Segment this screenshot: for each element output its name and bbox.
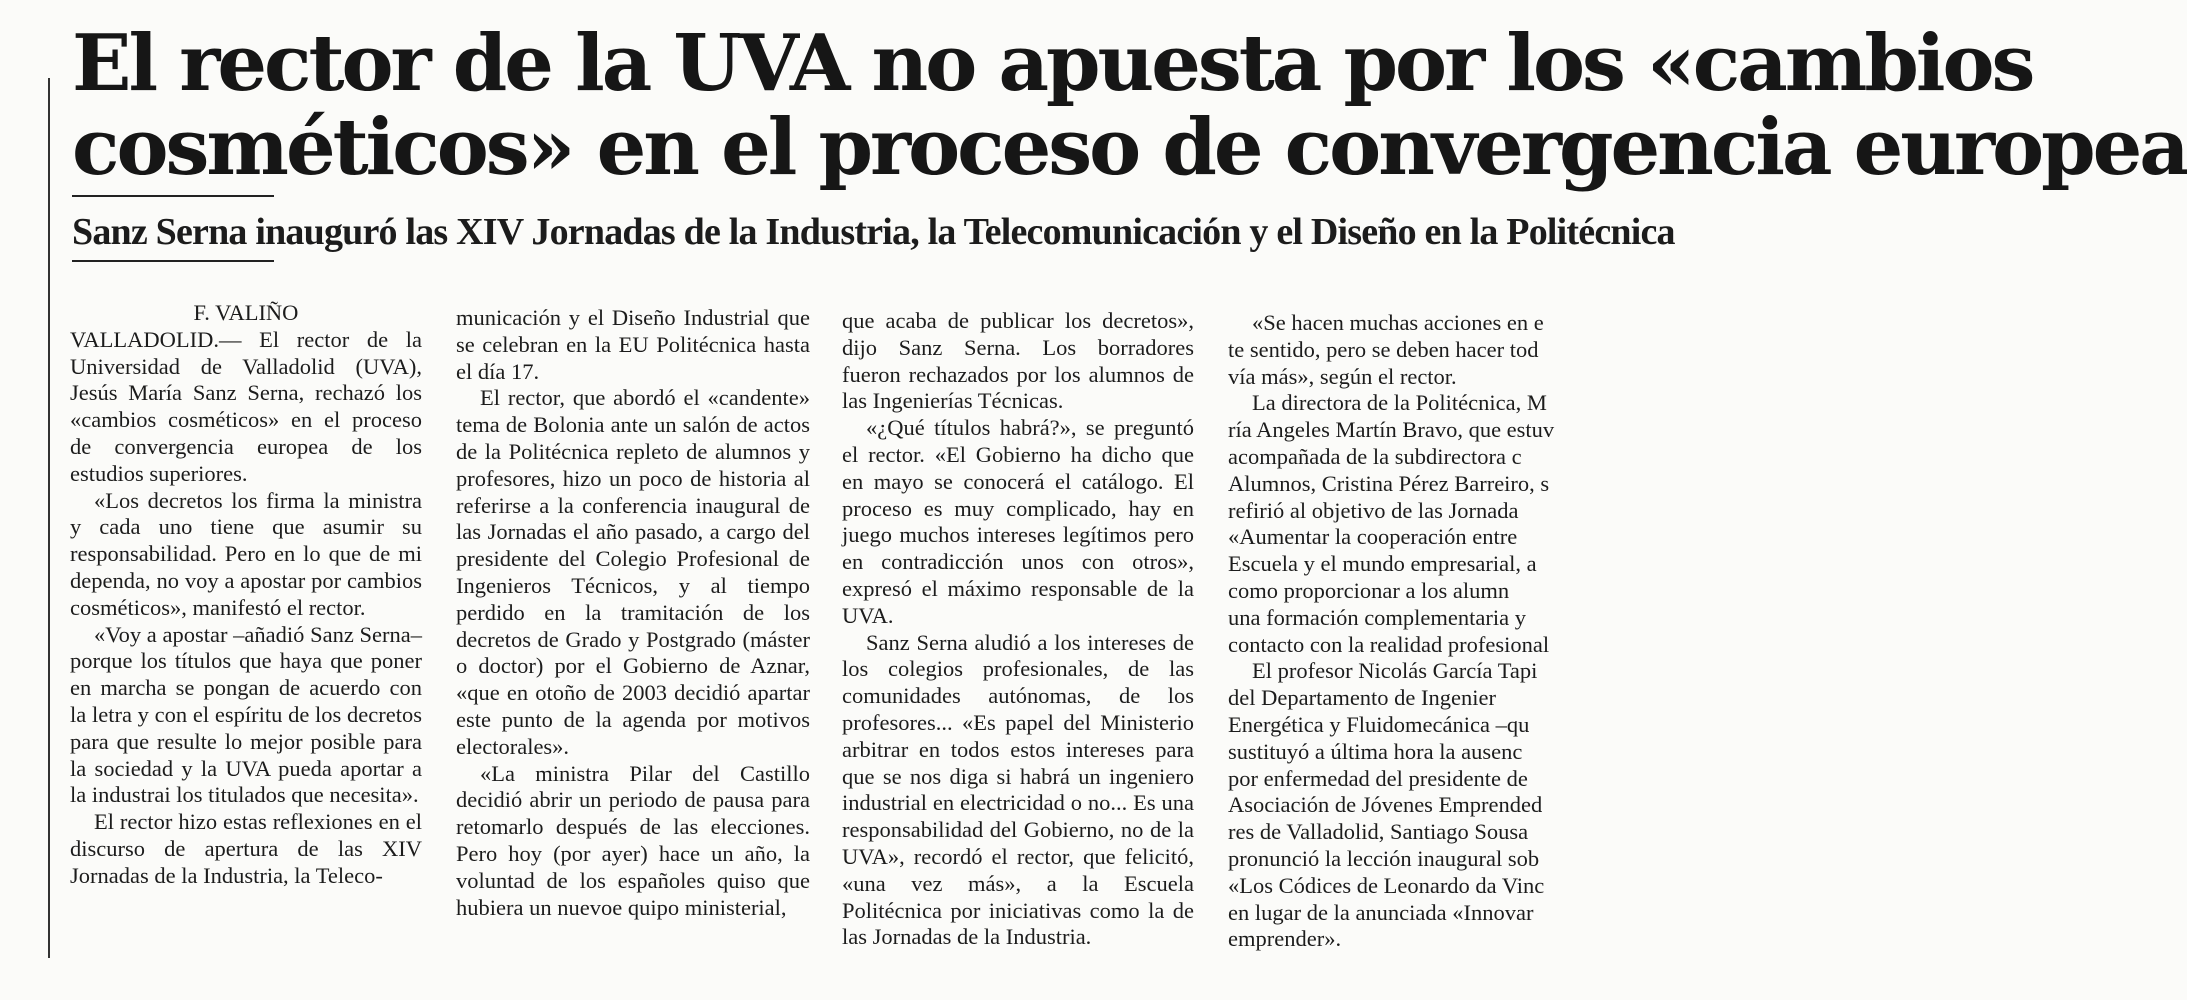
headline [72, 18, 2187, 193]
article-column-4 [1228, 310, 1653, 953]
headline-line-1: El rector de la UVA no apuesta por los «cambios [72, 18, 2033, 109]
text-line: acompañada de la subdirectora c [1228, 443, 1522, 469]
text-line: ría Angeles Martín Bravo, que estuv [1228, 417, 1555, 443]
text-line: «Se hacen muchas acciones en e [1252, 310, 1544, 335]
text-line: sustituyó a última hora la ausenc [1228, 738, 1523, 764]
subheadline-divider [72, 260, 274, 262]
paragraph: El rector hizo estas reflexiones en el discurso de apertura de las XIV Jornadas de la Industria, la Teleco- [70, 809, 422, 888]
paragraph: VALLADOLID.— El rector de la Universidad de Valladolid (UVA), Jesús María Sanz Serna, rechazó los «cambios cosméticos» en el proceso de convergencia europea de los estudios superiores. [70, 326, 422, 486]
paragraph: «La ministra Pilar del Castillo decidió abrir un periodo de pausa para retomarlo después de las elecciones. Pero hoy (por ayer) hace un año, la voluntad de los españoles quiso que hubiera un nuevoe quipo ministerial, [456, 760, 810, 920]
paragraph: «Los decretos los firma la ministra y cada uno tiene que asumir su responsabilidad. Pero en lo que de mi dependa, no voy a apostar por cambios cosméticos», manifestó el rector. [70, 487, 422, 620]
left-column-rule [48, 78, 50, 958]
text-line: res de Valladolid, Santiago Sousa [1228, 819, 1529, 845]
text-line: contacto con la realidad profesional [1228, 631, 1550, 657]
text-line: «Aumentar la cooperación entre [1228, 524, 1518, 550]
byline: F. VALIÑO [193, 300, 299, 325]
headline-line-2: cosméticos» en el proceso de convergencia europea [72, 102, 2187, 193]
text-line: en lugar de la anunciada «Innovar [1228, 899, 1534, 925]
text-line: te sentido, pero se deben hacer tod [1228, 336, 1539, 362]
paragraph: Sanz Serna aludió a los intereses de los colegios profesionales, de las comunidades autónomas, de los profesores... «Es papel del Ministerio arbitrar en todos estos intereses para que se nos diga si habrá un ingeniero industrial en electricidad o no... Es una responsabilidad del Gobierno, no de la UVA», recordó el rector, que felicitó, «una vez más», a la Escuela Politécnica por iniciativas como la de las Jornadas de la Industria. [842, 629, 1194, 950]
text-line: Alumnos, Cristina Pérez Barreiro, s [1228, 470, 1550, 496]
paragraph: municación y el Diseño Industrial que se celebran en la EU Politécnica hasta el día 17. [456, 305, 810, 384]
text-line: El profesor Nicolás García Tapi [1252, 658, 1538, 684]
text-line: Escuela y el mundo empresarial, a [1228, 551, 1537, 577]
text-line: emprender». [1228, 926, 1342, 952]
text-line: Asociación de Jóvenes Emprended [1228, 792, 1543, 818]
text-line: como proporcionar a los alumn [1228, 577, 1510, 603]
headline-divider [72, 195, 274, 197]
paragraph: «Voy a apostar –añadió Sanz Serna– porque los títulos que haya que poner en marcha se pongan de acuerdo con la letra y con el espíritu de los decretos para que resulte lo mejor posible para la sociedad y la UVA pueda aportar a la industrai los titulados que necesita». [70, 621, 422, 808]
article-column-3 [842, 308, 1194, 951]
paragraph: que acaba de publicar los decretos», dijo Sanz Serna. Los borradores fueron rechazados por los alumnos de las Ingenierías Técnicas. [842, 308, 1194, 414]
text-line: La directora de la Politécnica, M [1252, 390, 1547, 416]
text-line: por enfermedad del presidente de [1228, 765, 1528, 791]
subheadline: Sanz Serna inauguró las XIV Jornadas de la Industria, la Telecomunicación y el Diseño en la Politécnica [72, 211, 1675, 253]
text-line: «Los Códices de Leonardo da Vinc [1228, 872, 1545, 898]
text-line: del Departamento de Ingenier [1228, 685, 1497, 711]
text-line: pronunció la lección inaugural sob [1228, 845, 1540, 871]
article-column-2 [456, 305, 810, 921]
text-line: refirió al objetivo de las Jornada [1228, 497, 1519, 523]
text-line: vía más», según el rector. [1228, 363, 1457, 389]
text-line: Energética y Fluidomecánica –qu [1228, 711, 1530, 737]
text-line: una formación complementaria y [1228, 604, 1527, 630]
article-column-1 [70, 300, 422, 890]
paragraph: «¿Qué títulos habrá?», se preguntó el rector. «El Gobierno ha dicho que en mayo se conocerá el catálogo. El proceso es muy complicado, hay en juego muchos intereses legítimos pero en contradicción unos con otros», expresó el máximo responsable de la UVA. [842, 415, 1194, 628]
paragraph: El rector, que abordó el «candente» tema de Bolonia ante un salón de actos de la Politécnica repleto de alumnos y profesores, hizo un poco de historia al referirse a la conferencia inaugural de las Jornadas el año pasado, a cargo del presidente del Colegio Profesional de Ingenieros Técnicos, y al tiempo perdido en la tramitación de los decretos de Grado y Postgrado (máster o doctor) por el Gobierno de Aznar, «que en otoño de 2003 decidió apartar este punto de la agenda por motivos electorales». [456, 385, 810, 759]
